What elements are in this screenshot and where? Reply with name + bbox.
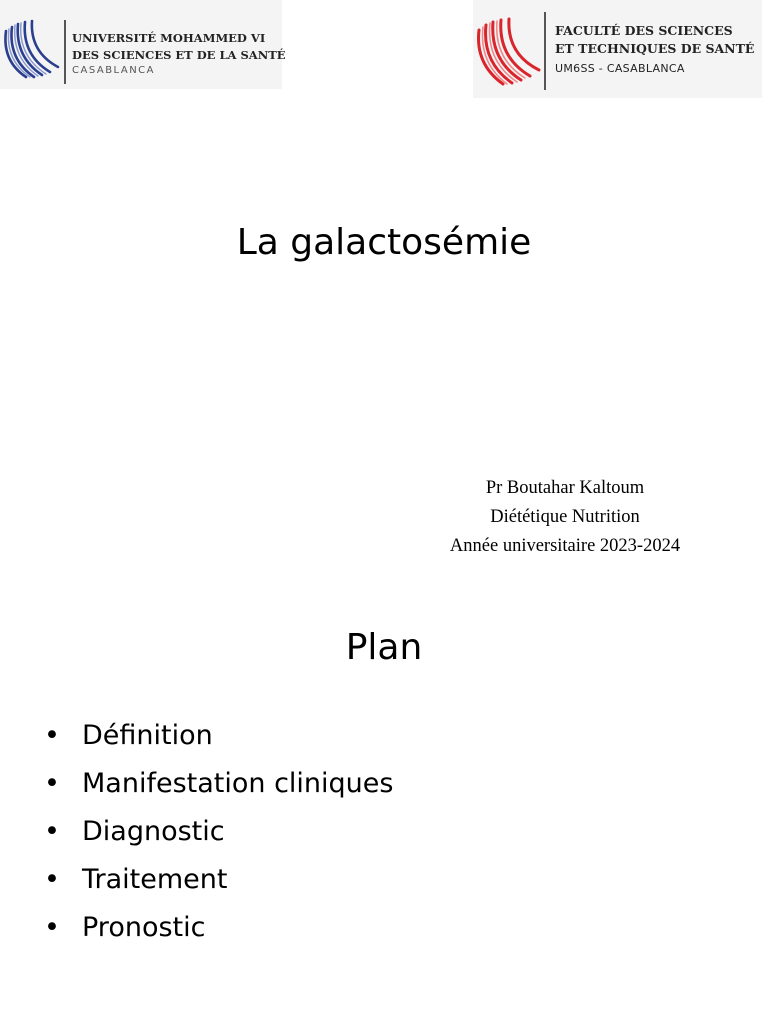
plan-item-label: Manifestation cliniques <box>82 768 394 799</box>
plan-item-label: Définition <box>82 720 213 751</box>
logo-text-line-3: UM6SS - CASABLANCA <box>555 62 685 75</box>
author-block <box>405 474 725 561</box>
author-name: Pr Boutahar Kaltoum <box>485 478 645 498</box>
bullet-icon: • <box>44 912 60 943</box>
plan-item <box>44 906 393 954</box>
plan-item-label: Diagnostic <box>82 816 225 847</box>
bullet-icon: • <box>44 816 60 847</box>
faculty-emblem-icon <box>473 14 543 92</box>
slide-title: La galactosémie <box>236 222 532 263</box>
logo-text-line-2: ET TECHNIQUES DE SANTÉ <box>555 41 755 56</box>
logo-text-line-2: DES SCIENCES ET DE LA SANTÉ <box>72 48 286 62</box>
plan-item <box>44 810 393 858</box>
bullet-icon: • <box>44 864 60 895</box>
plan-item <box>44 858 393 906</box>
logo-text-line-1: FACULTÉ DES SCIENCES <box>555 23 733 38</box>
logo-divider <box>64 20 66 84</box>
bullet-icon: • <box>44 768 60 799</box>
plan-item-label: Traitement <box>82 864 228 895</box>
plan-item-label: Pronostic <box>82 912 206 943</box>
logo-text-line-1: UNIVERSITÉ MOHAMMED VI <box>72 31 266 45</box>
university-emblem-icon <box>0 17 62 85</box>
um6ss-logo <box>0 0 286 89</box>
academic-year: Année universitaire 2023-2024 <box>449 536 681 556</box>
logo-divider <box>544 12 546 90</box>
logo-text-line-3: CASABLANCA <box>72 65 156 76</box>
plan-list <box>44 714 393 954</box>
plan-item <box>44 762 393 810</box>
plan-title: Plan <box>345 627 423 668</box>
course-subject: Diététique Nutrition <box>490 507 640 527</box>
plan-item <box>44 714 393 762</box>
fsts-logo <box>473 0 762 98</box>
bullet-icon: • <box>44 720 60 751</box>
